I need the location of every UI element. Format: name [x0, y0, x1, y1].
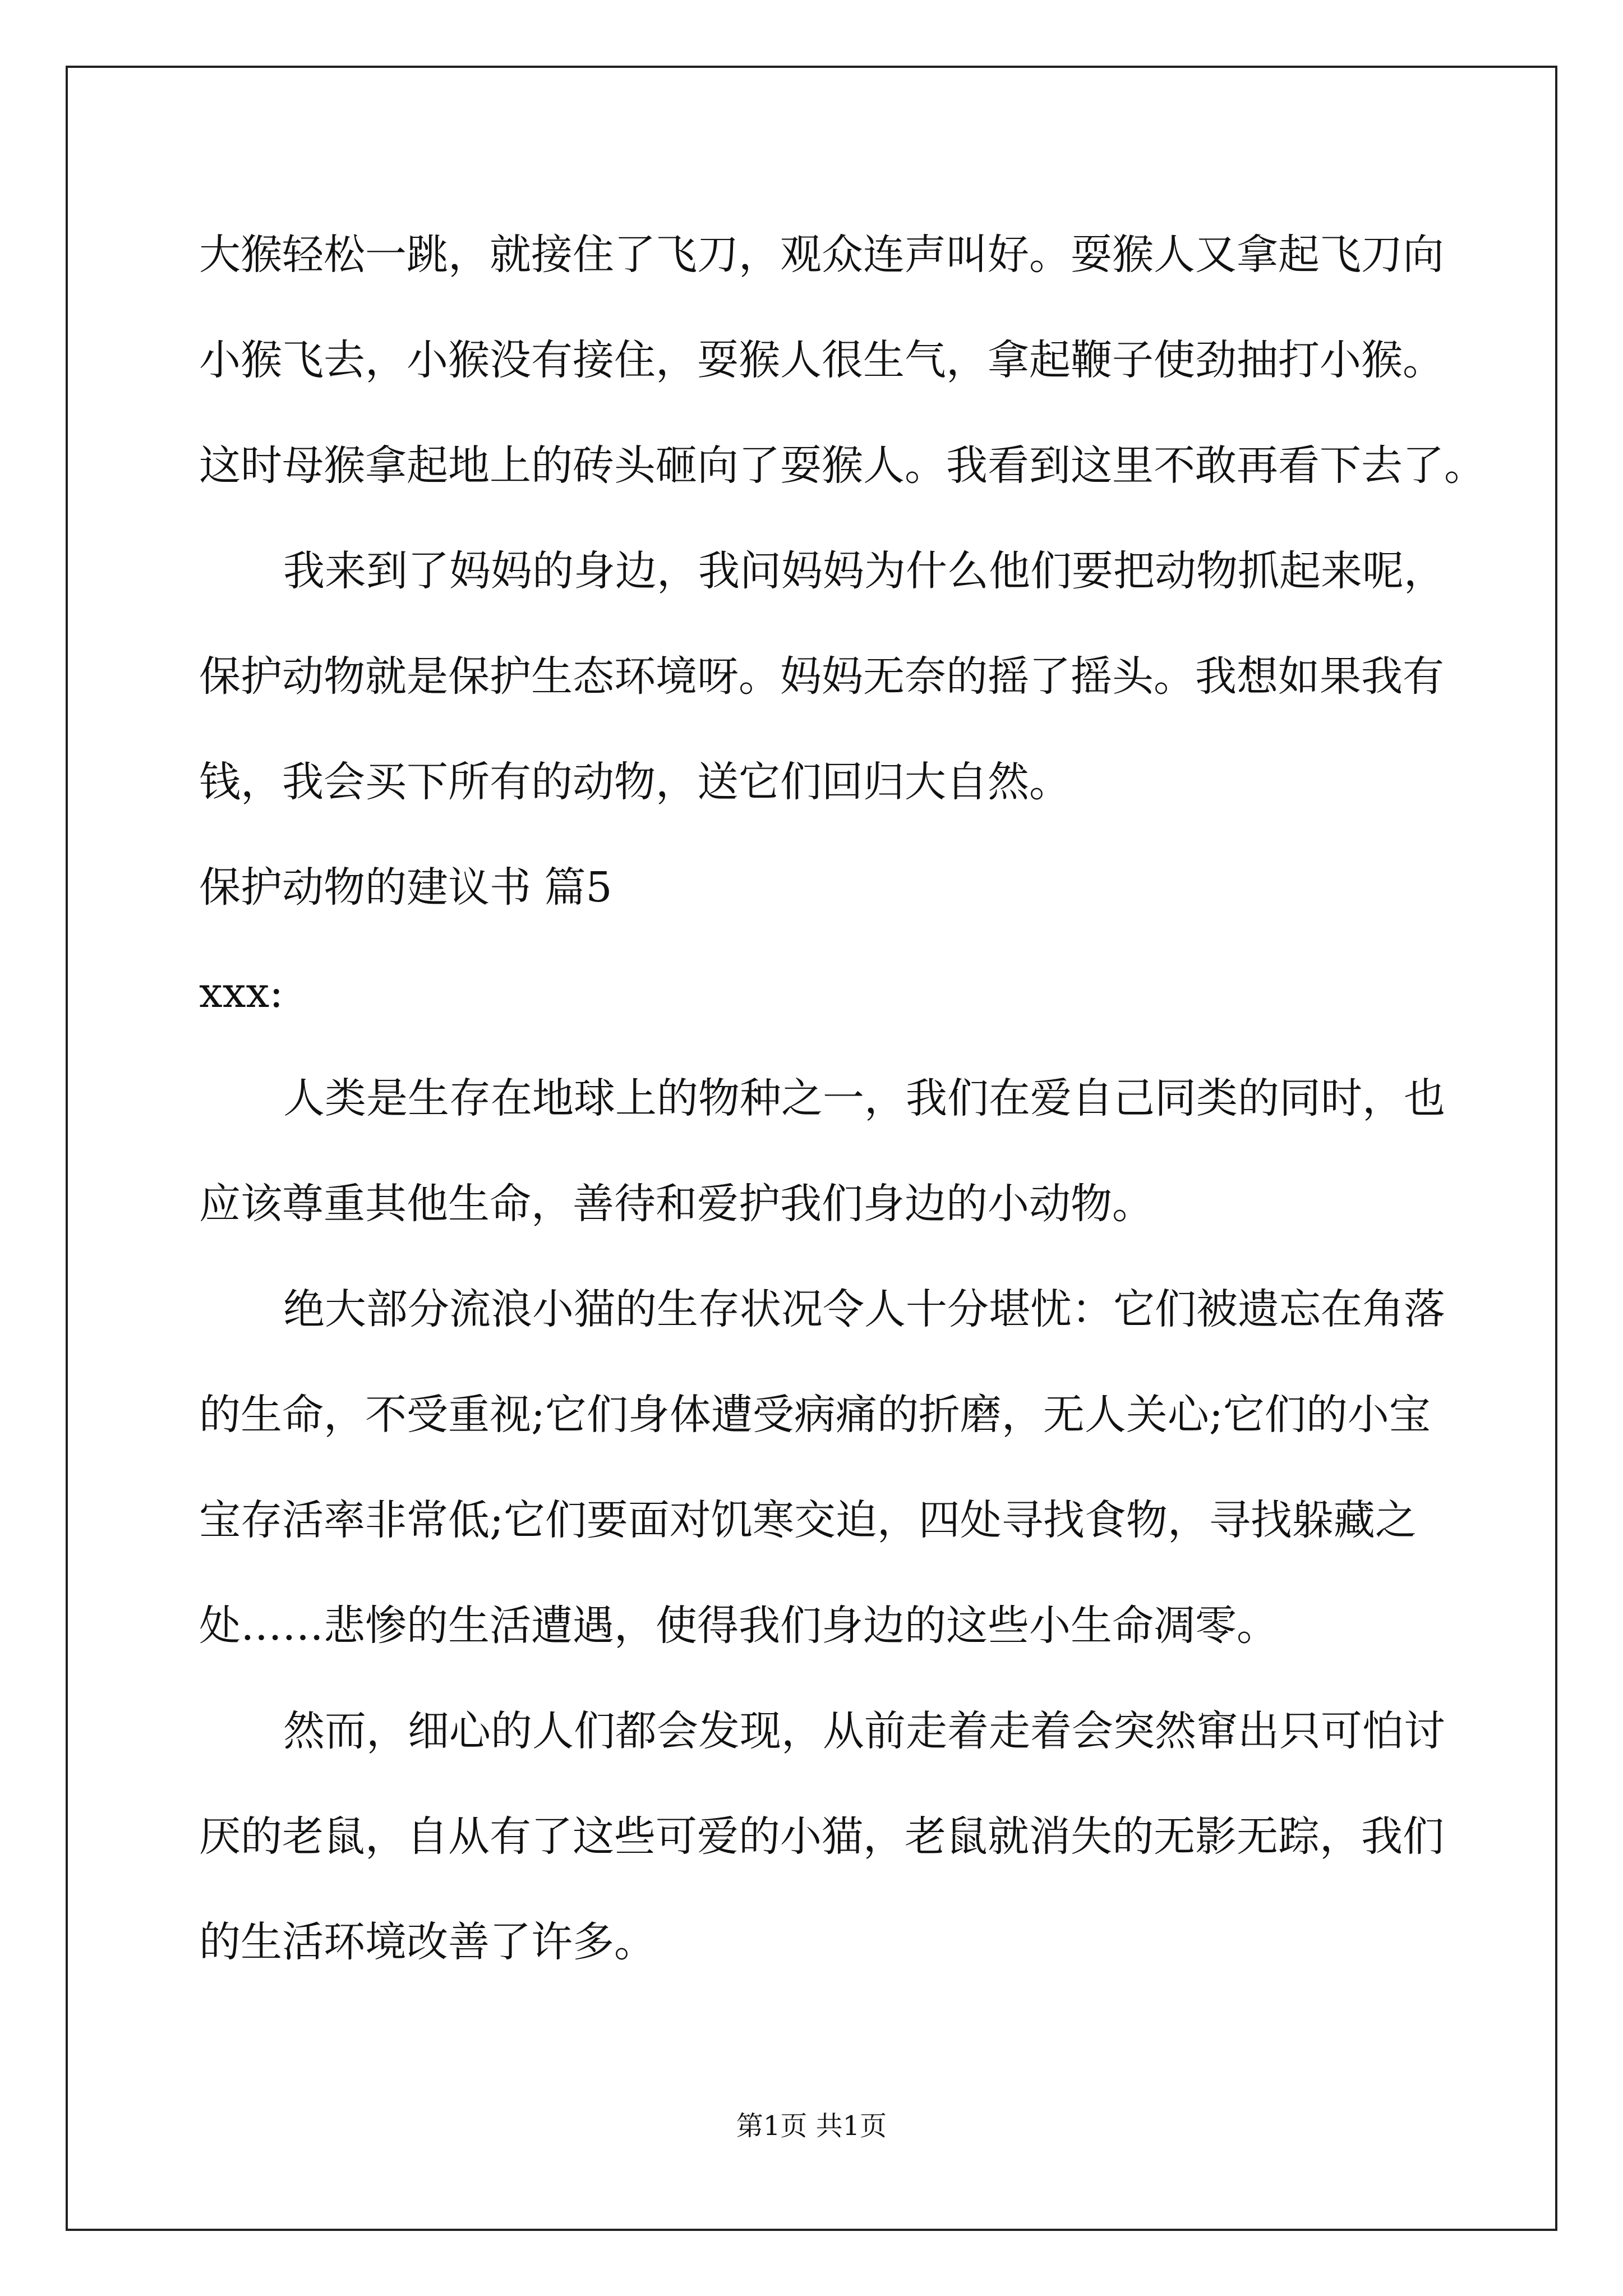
- salutation: xxx:: [199, 969, 284, 1017]
- text-line: 的生命，不受重视;它们身体遭受病痛的折磨，无人关心;它们的小宝: [199, 1391, 1431, 1439]
- text-line: 钱，我会买下所有的动物，送它们回归大自然。: [199, 758, 1071, 806]
- page-footer: 第1页 共1页: [736, 2110, 887, 2142]
- text-line: 这时母猴拿起地上的砖头砸向了耍猴人。我看到这里不敢再看下去了。: [199, 441, 1486, 490]
- text-line: 然而，细心的人们都会发现，从前走着走着会突然窜出只可怕讨: [283, 1707, 1445, 1755]
- text-line: 小猴飞去，小猴没有接住，耍猴人很生气，拿起鞭子使劲抽打小猴。: [199, 336, 1444, 384]
- text-line: 的生活环境改善了许多。: [199, 1918, 656, 1966]
- text-line: 厌的老鼠，自从有了这些可爱的小猫，老鼠就消失的无影无踪，我们: [199, 1812, 1444, 1861]
- text-line: 绝大部分流浪小猫的生存状况令人十分堪忧：它们被遗忘在角落: [283, 1285, 1445, 1333]
- text-line: 处……悲惨的生活遭遇，使得我们身边的这些小生命凋零。: [199, 1602, 1278, 1650]
- text-line: 我来到了妈妈的身边，我问妈妈为什么他们要把动物抓起来呢，: [283, 547, 1445, 595]
- document-body: [199, 202, 1486, 1995]
- text-line: 应该尊重其他生命，善待和爱护我们身边的小动物。: [199, 1180, 1154, 1228]
- text-line: 大猴轻松一跳，就接住了飞刀，观众连声叫好。耍猴人又拿起飞刀向: [199, 231, 1444, 279]
- text-line: 保护动物就是保护生态环境呀。妈妈无奈的摇了摇头。我想如果我有: [199, 652, 1444, 701]
- section-heading: 保护动物的建议书 篇5: [199, 863, 612, 912]
- text-line: 人类是生存在地球上的物种之一，我们在爱自己同类的同时，也: [283, 1074, 1445, 1122]
- text-line: 宝存活率非常低;它们要面对饥寒交迫，四处寻找食物，寻找躲藏之: [199, 1496, 1417, 1544]
